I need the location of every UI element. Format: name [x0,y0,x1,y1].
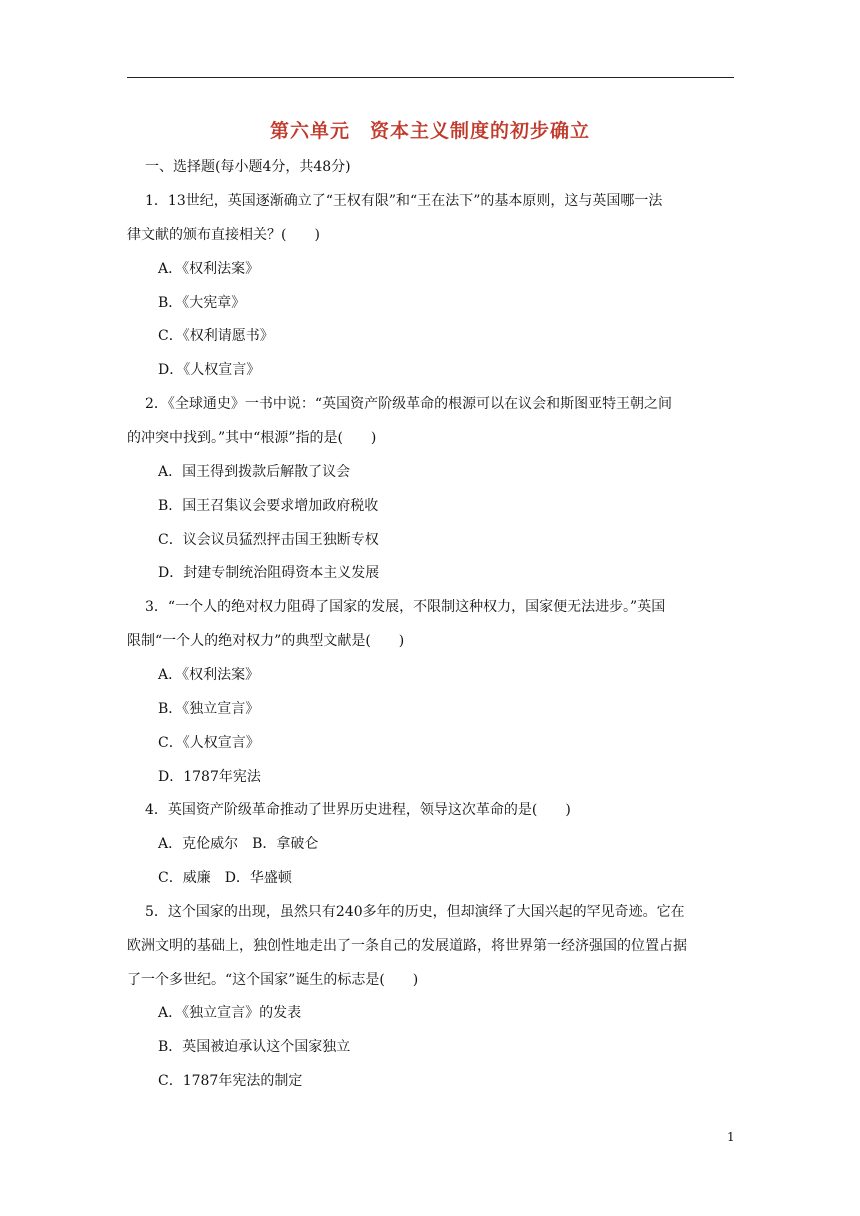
question-1-stem-line-2: 律文献的颁布直接相关？( ) [127,227,320,243]
section-heading: 一、选择题(每小题4分，共48分) [145,159,351,175]
question-2-option-b: B．国王召集议会要求增加政府税收 [158,498,379,514]
question-4-options-line-2: C．威廉 D．华盛顿 [158,870,292,886]
question-1-option-c: C．《权利请愿书》 [158,328,274,344]
question-5-option-b: B．英国被迫承认这个国家独立 [158,1039,351,1055]
header-rule [127,77,734,78]
question-2-option-d: D．封建专制统治阻碍资本主义发展 [158,565,380,581]
question-2-option-a: A．国王得到拨款后解散了议会 [158,464,351,480]
question-4-stem-line-1: 4．英国资产阶级革命推动了世界历史进程，领导这次革命的是( ) [145,802,571,818]
question-5-stem-line-3: 了一个多世纪。“这个国家”诞生的标志是( ) [127,972,419,988]
question-3-option-b: B．《独立宣言》 [158,701,260,717]
question-3-option-a: A．《权利法案》 [158,667,260,683]
question-3-stem-line-2: 限制“一个人的绝对权力”的典型文献是( ) [127,633,405,649]
question-4-options-line-1: A．克伦威尔 B．拿破仑 [158,836,319,852]
question-1-option-d: D．《人权宣言》 [158,362,261,378]
question-3-stem-line-1: 3．“一个人的绝对权力阻碍了国家的发展，不限制这种权力，国家便无法进步。”英国 [145,599,666,615]
question-1-option-a: A．《权利法案》 [158,261,260,277]
question-3-option-d: D．1787年宪法 [158,769,261,785]
question-5-option-c: C．1787年宪法的制定 [158,1073,303,1089]
page-title: 第六单元 资本主义制度的初步确立 [269,120,590,142]
question-2-stem-line-1: 2．《全球通史》一书中说：“英国资产阶级革命的根源可以在议会和斯图亚特王朝之间 [145,396,673,412]
question-5-stem-line-1: 5．这个国家的出现，虽然只有240多年的历史，但却演绎了大国兴起的罕见奇迹。它在 [145,904,685,920]
question-1-option-b: B．《大宪章》 [158,295,246,311]
question-5-stem-line-2: 欧洲文明的基础上，独创性地走出了一条自己的发展道路，将世界第一经济强国的位置占据 [127,938,687,954]
question-2-stem-line-2: 的冲突中找到。”其中“根源”指的是( ) [127,430,377,446]
question-5-option-a: A．《独立宣言》的发表 [158,1005,302,1021]
question-3-option-c: C．《人权宣言》 [158,735,260,751]
page-number: 1 [727,1130,735,1144]
question-2-option-c: C．议会议员猛烈抨击国王独断专权 [158,532,379,548]
question-1-stem-line-1: 1．13世纪，英国逐渐确立了“王权有限”和“王在法下”的基本原则，这与英国哪一法 [145,193,663,209]
